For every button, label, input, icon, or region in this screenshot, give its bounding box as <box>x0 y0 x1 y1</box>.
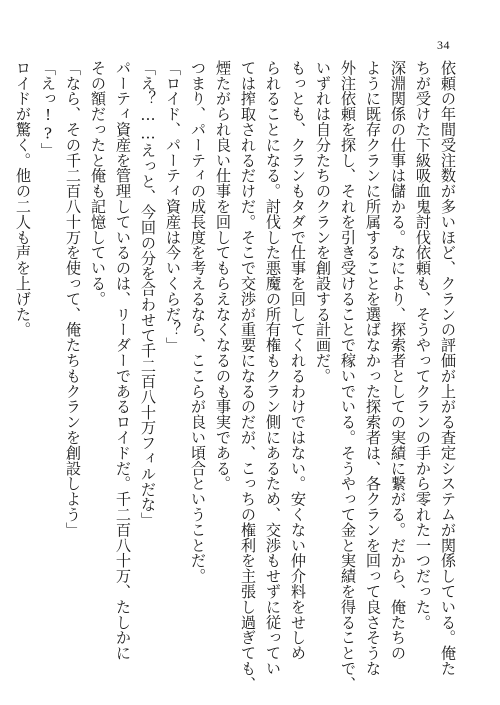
text-line: ロイドが驚く。他の二人も声を上げた。 <box>14 60 32 338</box>
text-line: ては搾取されるだけだ。そこで交渉が重要になるのだが、こっちの権利を主張し過ぎても、 <box>239 60 257 692</box>
text-line: もっとも、クランもタダで仕事を回してくれるわけではない。安くない仲介料をせしめ <box>289 60 307 661</box>
text-line: 「え？……えっと、今回の分を合わせて千二百八十万フィルだな」 <box>139 60 157 528</box>
text-line: 深淵関係の仕事は儲かる。なにより、探索者としての実績に繋がる。だから、俺たちの <box>389 60 407 661</box>
text-line: られることになる。討伐した悪魔の所有権もクラン側にあるため、交渉もせずに従ってい <box>264 60 282 676</box>
text-line: 依頼の年間受注数が多いほど、クランの評価が上がる査定システムが関係している。俺た <box>439 60 457 676</box>
body-text <box>14 60 460 692</box>
text-line: 「なら、その千二百八十万を使って、俺たちもクランを創設しよう」 <box>64 60 82 538</box>
text-line: いずれは自分たちのクランを創設する計画だ。 <box>314 60 332 384</box>
text-line: その額だったと俺も記憶している。 <box>89 60 107 307</box>
text-line: パーティ資産を管理しているのは、リーダーであるロイドだ。千二百八十万、たしかに <box>114 60 132 661</box>
text-line: ように既存クランに所属することを選ばなかった探索者は、各クランを回って良さそうな <box>364 60 382 676</box>
text-line: 煙たがられ良い仕事を回してもらえなくなるのも事実である。 <box>214 60 232 492</box>
text-line: つまり、パーティの成長度を考えるなら、ここらが良い頃合ということだ。 <box>189 60 207 584</box>
text-line: 「ロイド、パーティ資産は今いくらだ？」 <box>164 60 182 353</box>
text-line: 外注依頼を探し、それを引き受けることで稼いでいる。そうやって金と実績を得ることで、 <box>339 60 357 692</box>
text-line: ちが受けた下級吸血鬼討伐依頼も、そうやってクランの手から零れた一つだった。 <box>414 60 432 630</box>
text-line: 「えっ!?」 <box>39 60 57 158</box>
page-number: 34 <box>437 38 450 52</box>
